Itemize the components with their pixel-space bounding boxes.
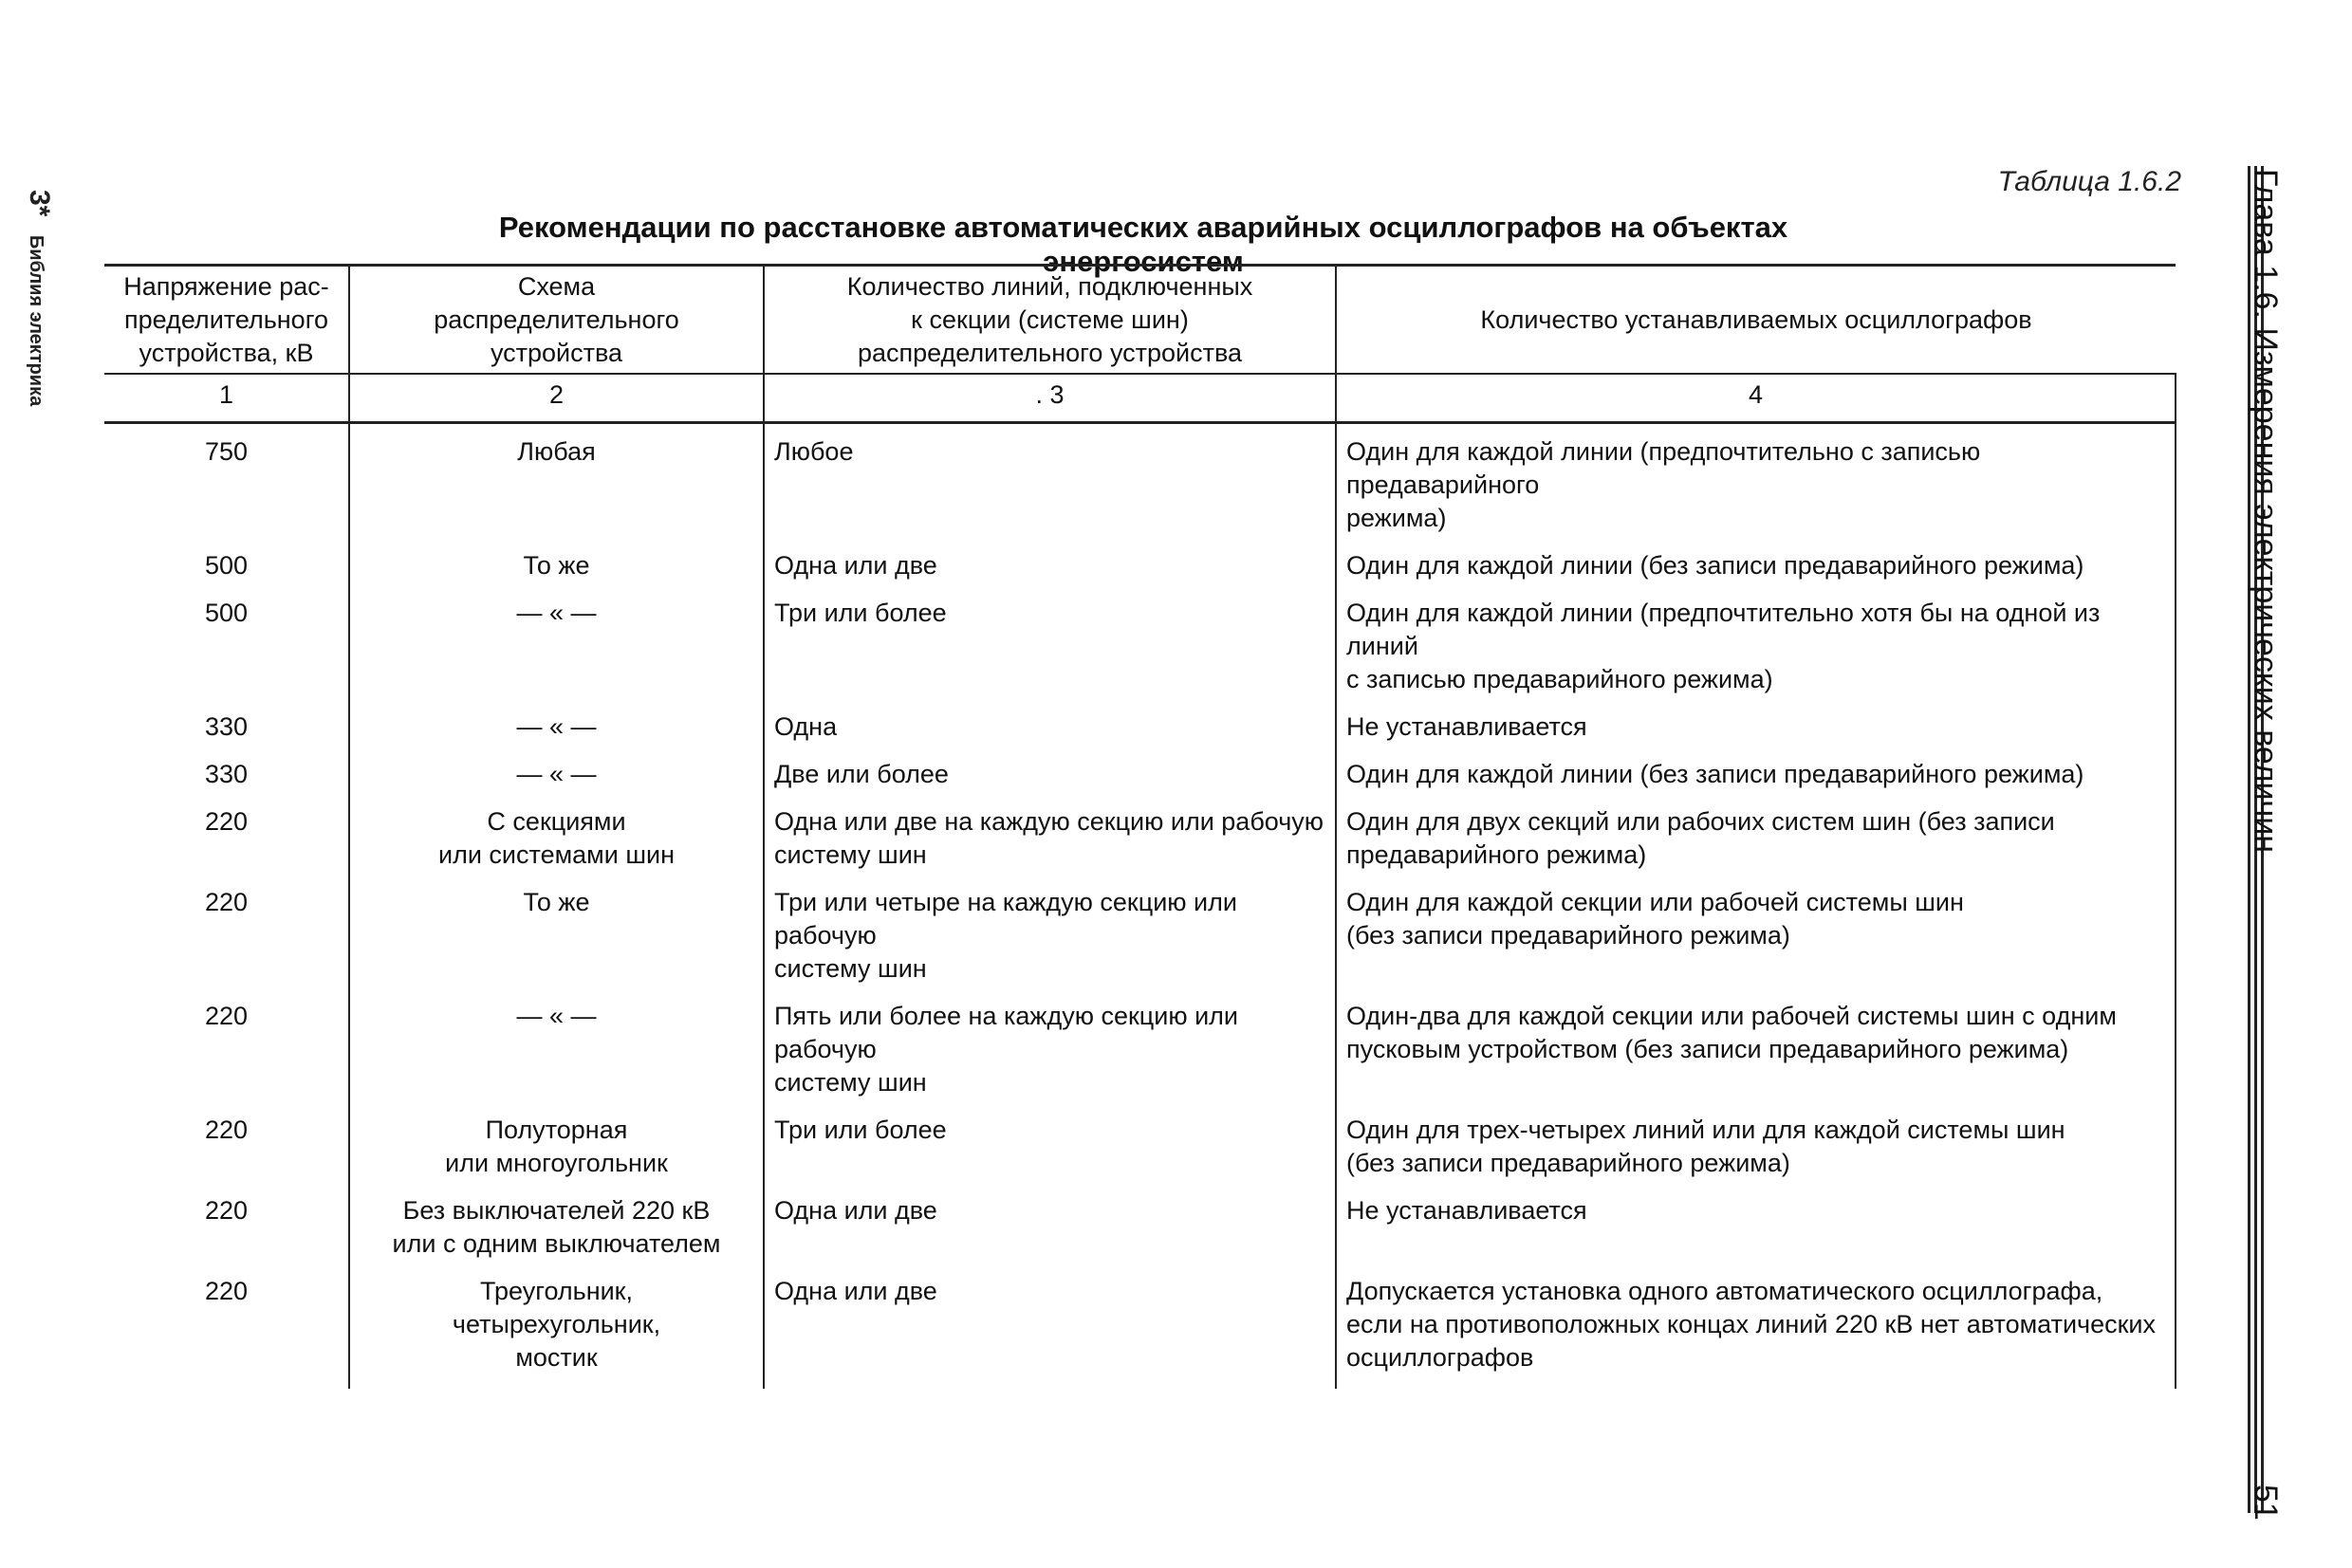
cell-scheme: Любая [349,423,764,550]
cell-scheme: — « — [349,597,764,710]
cell-scheme: — « — [349,1000,764,1114]
table-title: Рекомендации по расстановке автоматических аварийных осциллографов на объектах энергосистем [498,211,1788,278]
cell-scheme: То же [349,549,764,597]
cell-voltage: 500 [104,597,349,710]
table-body [104,423,2176,1390]
signature-mark: 3* [24,190,55,217]
cell-scheme: Без выключателей 220 кВ или с одним выключателем [349,1194,764,1275]
book-title: Библия электрика [26,234,46,407]
cell-voltage: 220 [104,1194,349,1275]
cell-oscillographs: Один для каждой линии (предпочтительно с записью предаварийного режима) [1336,423,2176,550]
table-row [104,805,2176,886]
cell-oscillographs: Один для двух секций или рабочих систем шин (без записи предаварийного режима) [1336,805,2176,886]
cell-voltage: 220 [104,1114,349,1194]
cell-lines: Любое [764,423,1336,550]
cell-lines: Одна или две [764,1194,1336,1275]
chapter-title: Глава 1.6. Измерения электрических величин [2248,169,2284,853]
cell-oscillographs: Один для каждой линии (предпочтительно хотя бы на одной из линий с записью предаварийного режима) [1336,597,2176,710]
cell-voltage: 500 [104,549,349,597]
cell-scheme: Полуторная или многоугольник [349,1114,764,1194]
cell-oscillographs: Не устанавливается [1336,710,2176,758]
column-number: 2 [349,374,764,423]
page-number: 51 [2248,1485,2284,1521]
column-number-row [104,374,2176,423]
cell-oscillographs: Один для трех-четырех линий или для каждой системы шин (без записи предаварийного режима) [1336,1114,2176,1194]
cell-scheme: Треугольник, четырехугольник, мостик [349,1275,764,1389]
column-number: . 3 [764,374,1336,423]
cell-voltage: 220 [104,805,349,886]
right-margin [2238,0,2352,1568]
cell-lines: Три или четыре на каждую секцию или рабочую систему шин [764,886,1336,1000]
cell-oscillographs: Один для каждой секции или рабочей системы шин (без записи предаварийного режима) [1336,886,2176,1000]
table-row [104,549,2176,597]
cell-lines: Одна или две [764,549,1336,597]
cell-scheme: То же [349,886,764,1000]
column-header-lines: Количество линий, подключенных к секции (системе шин) распределительного устройства [764,267,1336,374]
table-row [104,1275,2176,1389]
column-header-scheme: Схема распределительного устройства [349,267,764,374]
table-label: Таблица 1.6.2 [1997,166,2181,197]
cell-lines: Три или более [764,1114,1336,1194]
oscillograph-table [104,264,2176,1389]
cell-lines: Одна [764,710,1336,758]
cell-oscillographs: Допускается установка одного автоматического осциллографа, если на противоположных концах линий 220 кВ нет автоматических осциллографов [1336,1275,2176,1389]
cell-voltage: 330 [104,758,349,805]
column-number: 4 [1336,374,2176,423]
cell-voltage: 220 [104,1275,349,1389]
column-number: 1 [104,374,349,423]
cell-lines: Три или более [764,597,1336,710]
cell-scheme: С секциями или системами шин [349,805,764,886]
table-row [104,886,2176,1000]
cell-voltage: 220 [104,886,349,1000]
cell-lines: Пять или более на каждую секцию или рабочую систему шин [764,1000,1336,1114]
cell-oscillographs: Один для каждой линии (без записи предаварийного режима) [1336,549,2176,597]
cell-lines: Одна или две на каждую секцию или рабочую систему шин [764,805,1336,886]
cell-scheme: — « — [349,710,764,758]
header-row [104,267,2176,374]
column-header-oscillographs: Количество устанавливаемых осциллографов [1336,267,2176,374]
column-header-voltage: Напряжение рас- пределительного устройства, кВ [104,267,349,374]
cell-lines: Две или более [764,758,1336,805]
cell-scheme: — « — [349,758,764,805]
cell-oscillographs: Один-два для каждой секции или рабочей системы шин с одним пусковым устройством (без записи предаварийного режима) [1336,1000,2176,1114]
table-row [104,423,2176,550]
cell-oscillographs: Не устанавливается [1336,1194,2176,1275]
table-row [104,1000,2176,1114]
table-row [104,1114,2176,1194]
table-row [104,1194,2176,1275]
table-row [104,597,2176,710]
cell-voltage: 750 [104,423,349,550]
cell-voltage: 330 [104,710,349,758]
left-margin-signature [23,190,55,406]
table-row [104,710,2176,758]
table-row [104,758,2176,805]
cell-voltage: 220 [104,1000,349,1114]
cell-lines: Одна или две [764,1275,1336,1389]
cell-oscillographs: Один для каждой линии (без записи предаварийного режима) [1336,758,2176,805]
